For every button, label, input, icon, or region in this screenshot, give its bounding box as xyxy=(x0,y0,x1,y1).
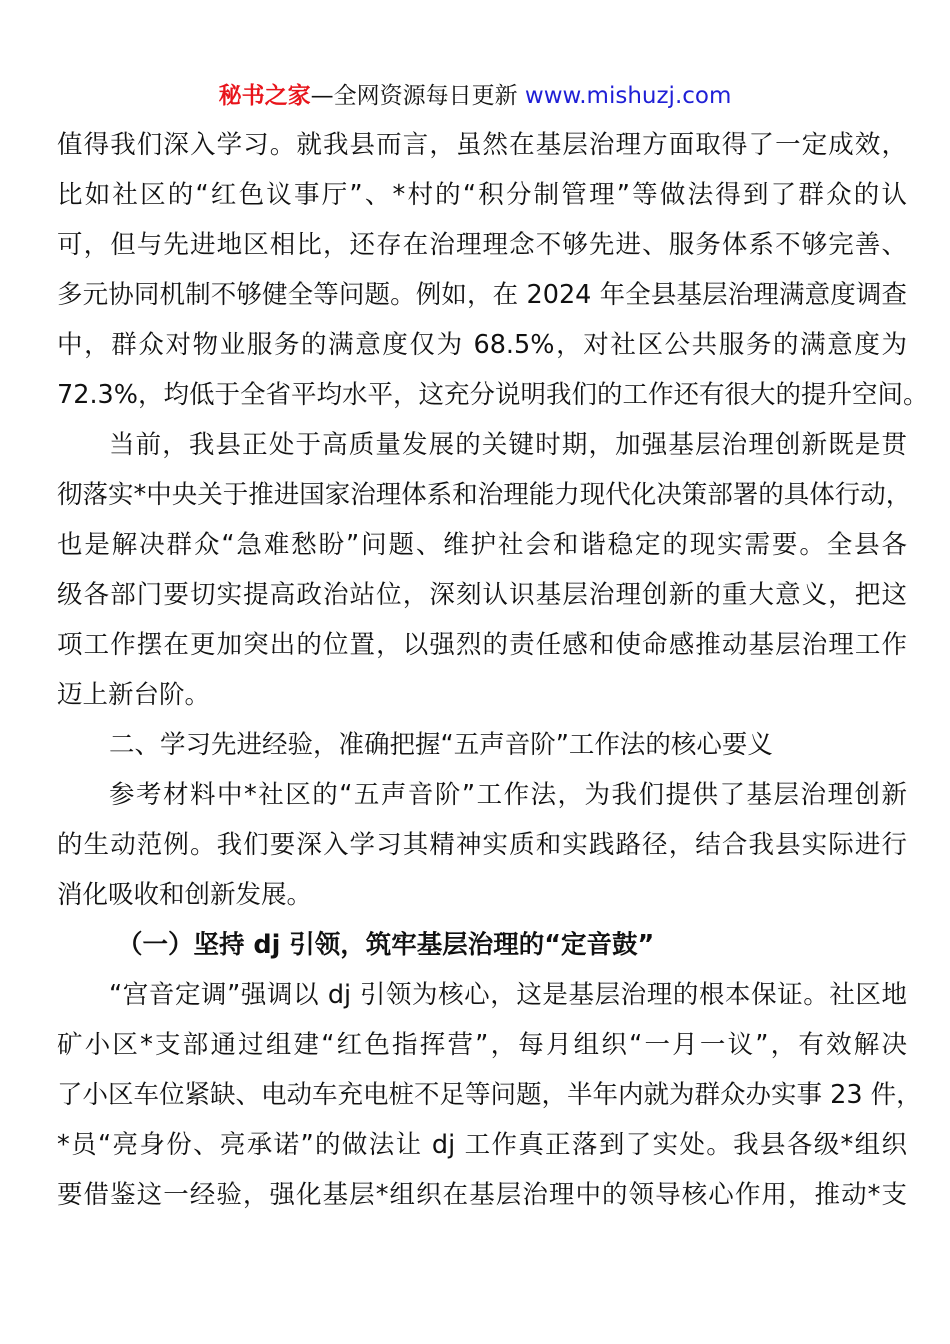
text-line: 消化吸收和创新发展。 xyxy=(57,880,313,910)
text-line: 72.3%，均低于全省平均水平，这充分说明我们的工作还有很大的提升空间。 xyxy=(57,380,929,410)
document-body xyxy=(57,120,929,1220)
site-brand: 秘书之家 xyxy=(218,83,311,109)
text-line: 多元协同机制不够健全等问题。例如，在 2024 年全县基层治理满意度调查 xyxy=(57,280,907,310)
paragraph-first-line: “宫音定调”强调以 dj 引领为核心，这是基层治理的根本保证。社区地 xyxy=(109,980,907,1010)
subsection-heading: （一）坚持 dj 引领，筑牢基层治理的“定音鼓” xyxy=(117,930,655,960)
text-line: 要借鉴这一经验，强化基层*组织在基层治理中的领导核心作用，推动*支 xyxy=(57,1180,907,1210)
site-tagline: —全网资源每日更新 xyxy=(310,83,525,109)
text-line: *员“亮身份、亮承诺”的做法让 dj 工作真正落到了实处。我县各级*组织 xyxy=(57,1130,907,1160)
text-line: 比如社区的“红色议事厅”、*村的“积分制管理”等做法得到了群众的认 xyxy=(57,180,907,210)
text-line: 值得我们深入学习。就我县而言，虽然在基层治理方面取得了一定成效， xyxy=(57,130,907,160)
text-line: 项工作摆在更加突出的位置，以强烈的责任感和使命感推动基层治理工作 xyxy=(57,630,907,660)
site-header xyxy=(0,80,950,112)
text-line: 的生动范例。我们要深入学习其精神实质和实践路径，结合我县实际进行 xyxy=(57,830,907,860)
text-line: 级各部门要切实提高政治站位，深刻认识基层治理创新的重大意义，把这 xyxy=(57,580,907,610)
text-line: 彻落实*中央关于推进国家治理体系和治理能力现代化决策部署的具体行动， xyxy=(57,480,912,510)
section-heading: 二、学习先进经验，准确把握“五声音阶”工作法的核心要义 xyxy=(109,730,773,760)
text-line: 也是解决群众“急难愁盼”问题、维护社会和谐稳定的现实需要。全县各 xyxy=(57,530,907,560)
paragraph-first-line: 当前，我县正处于高质量发展的关键时期，加强基层治理创新既是贯 xyxy=(109,430,907,460)
text-line: 了小区车位紧缺、电动车充电桩不足等问题，半年内就为群众办实事 23 件， xyxy=(57,1080,922,1110)
site-url[interactable]: www.mishuzj.com xyxy=(524,83,732,109)
text-line: 可，但与先进地区相比，还存在治理理念不够先进、服务体系不够完善、 xyxy=(57,230,907,260)
text-line: 迈上新台阶。 xyxy=(57,680,211,710)
text-line: 矿小区*支部通过组建“红色指挥营”，每月组织“一月一议”，有效解决 xyxy=(57,1030,907,1060)
paragraph-first-line: 参考材料中*社区的“五声音阶”工作法，为我们提供了基层治理创新 xyxy=(109,780,907,810)
text-line: 中，群众对物业服务的满意度仅为 68.5%，对社区公共服务的满意度为 xyxy=(57,330,907,360)
